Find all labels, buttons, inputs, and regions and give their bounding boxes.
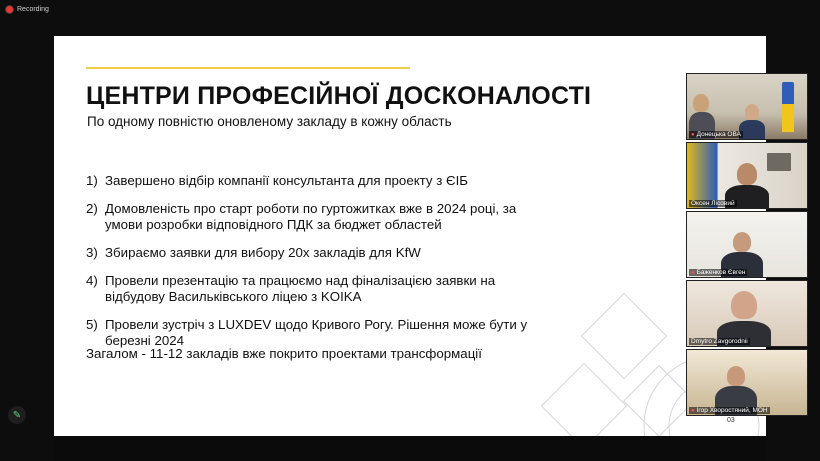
- participant-head: [693, 94, 709, 112]
- participant-label: [689, 200, 737, 207]
- left-panel: [0, 36, 54, 461]
- participant-name: Оксен Лісовий: [691, 200, 735, 207]
- participant-panel: [686, 73, 808, 418]
- participant-label: [689, 131, 743, 138]
- accent-line: [86, 67, 410, 69]
- participant-head: [731, 291, 757, 319]
- participant-tile[interactable]: [686, 211, 808, 278]
- participant-name: Dmytro Zavgorodnii: [691, 338, 748, 345]
- list-item: [86, 273, 556, 305]
- participant-tile[interactable]: [686, 349, 808, 416]
- list-item: [86, 317, 556, 349]
- slide-list: [86, 173, 556, 361]
- participant-name: Донецька ОВА: [696, 131, 741, 138]
- list-item: [86, 173, 556, 189]
- page-number: 03: [727, 417, 735, 424]
- list-item-number: 2): [86, 201, 98, 216]
- participant-name: Баженков Євген: [696, 269, 746, 276]
- list-item-number: 5): [86, 317, 98, 332]
- mic-off-icon: ●: [691, 269, 695, 276]
- participant-head: [727, 366, 745, 386]
- list-item-text: Провели презентацію та працюємо над фіналізацією заявки на відбудову Васильківського ліцею з KOIKA: [105, 273, 496, 304]
- slide-summary: Загалом - 11-12 закладів вже покрито проектами трансформації: [86, 346, 482, 361]
- pen-icon: ✎: [12, 409, 22, 421]
- list-item-text: Домовленість про старт роботи по гуртожитках вже в 2024 році, за умови розробки відповідного ПДК за бюджет областей: [105, 201, 517, 232]
- record-dot-icon: [6, 6, 13, 13]
- list-item: [86, 245, 556, 261]
- participant-head: [733, 232, 751, 252]
- participant-label: [689, 407, 770, 414]
- list-item-number: 1): [86, 173, 98, 188]
- list-item-text: Збираємо заявки для вибору 20х закладів для KfW: [105, 245, 421, 260]
- participant-tile[interactable]: [686, 280, 808, 347]
- frame-picture: [767, 153, 791, 171]
- recording-indicator: [6, 6, 49, 13]
- list-item-text: Провели зустріч з LUXDEV щодо Кривого Рогу. Рішення може бути у березні 2024: [105, 317, 528, 348]
- participant-label: [689, 269, 747, 276]
- list-item: [86, 201, 556, 233]
- list-item-text: Завершено відбір компанії консультанта для проекту з ЄІБ: [105, 173, 469, 188]
- slide-title: ЦЕНТРИ ПРОФЕСІЙНОЇ ДОСКОНАЛОСТІ: [86, 82, 592, 110]
- list-item-number: 3): [86, 245, 98, 260]
- participant-label: [689, 338, 750, 345]
- participant-name: Ігор Хворостяний, МОН: [696, 407, 768, 414]
- mic-off-icon: ●: [691, 407, 695, 414]
- annotate-button[interactable]: [8, 406, 26, 424]
- bottom-bar: [54, 436, 766, 461]
- participant-head: [745, 104, 759, 120]
- participant-tile[interactable]: [686, 73, 808, 140]
- participant-head: [737, 163, 757, 185]
- flag-yellow: [782, 104, 794, 132]
- mic-off-icon: ●: [691, 131, 695, 138]
- recording-label: Recording: [17, 6, 49, 13]
- presentation-slide: [54, 36, 766, 436]
- participant-tile[interactable]: [686, 142, 808, 209]
- top-bar: [0, 0, 820, 36]
- list-item-number: 4): [86, 273, 98, 288]
- slide-subtitle: По одному повністю оновленому закладу в кожну область: [87, 114, 452, 129]
